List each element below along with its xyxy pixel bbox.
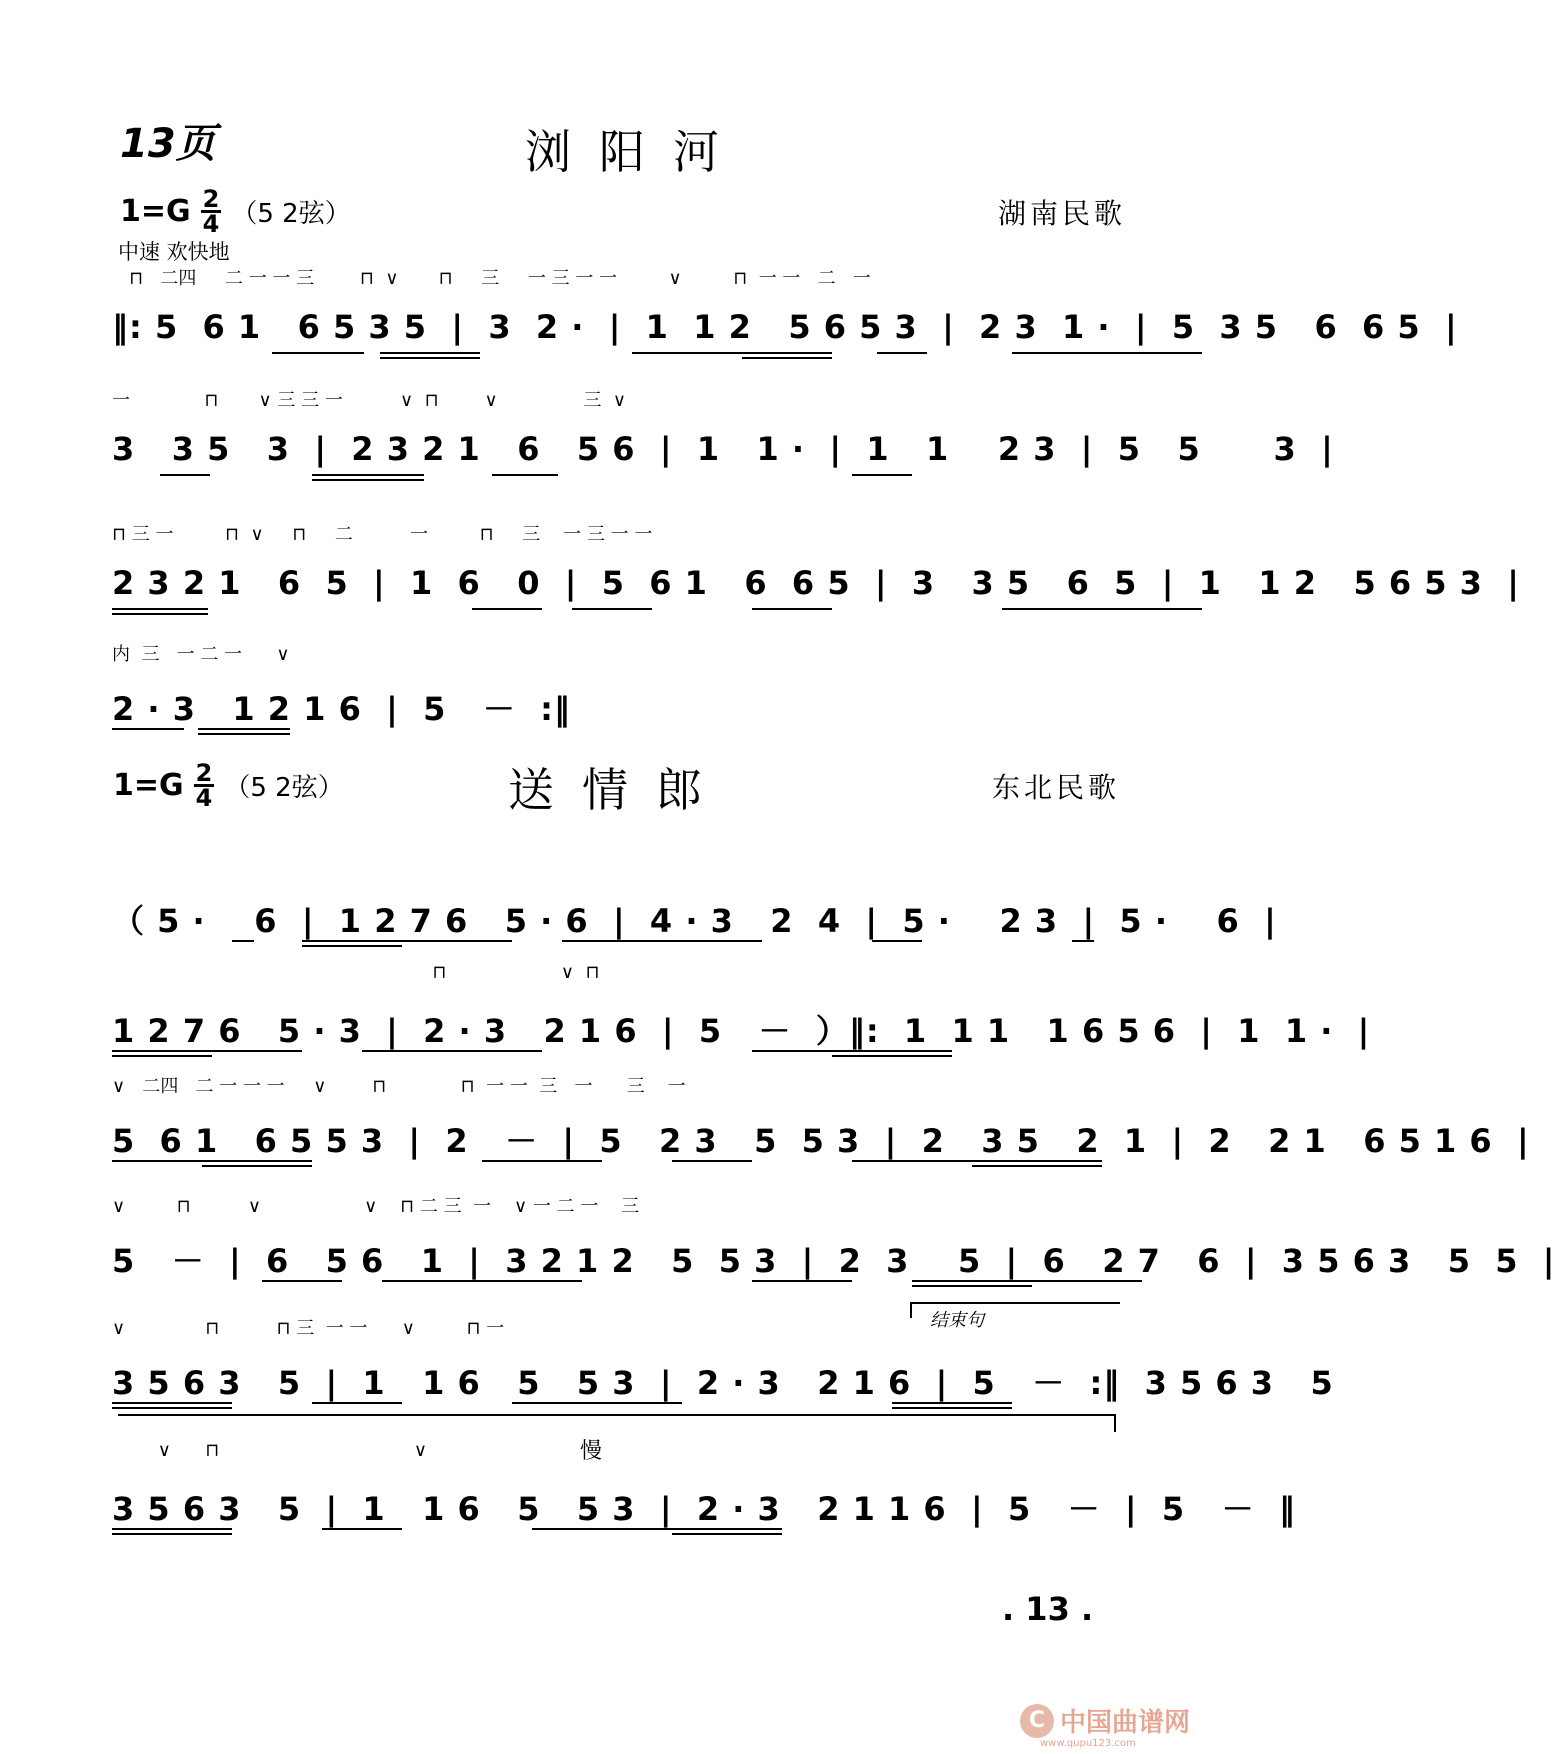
page-number: . 13 . [1002,1590,1094,1628]
underline [112,1402,232,1404]
time-top: 2 [202,185,220,213]
underline [160,474,210,476]
underline [852,1160,1102,1162]
underline [380,352,480,354]
staff-line [112,644,1240,766]
underline [112,728,184,730]
underline [112,608,208,610]
underline [482,1160,602,1162]
bowing-marks: 一 ⊓ ∨ 三 三 一 ∨ ⊓ ∨ 三 ∨ [112,390,627,411]
key-signature-1 [120,185,351,238]
bowing-marks: ⊓ 二四 二 一 一 三 ⊓ ∨ ⊓ 三 一 三 一 一 ∨ ⊓ 一 一 二 一 [112,268,871,289]
notation-line: 2 · 3 1 2 1 6 | 5 － :‖ [112,690,571,728]
underline [852,474,912,476]
underline [112,1407,232,1409]
underline [198,733,290,735]
underline [752,1280,852,1282]
underline [1002,608,1202,610]
time-bottom: 4 [195,784,213,812]
staff-line [112,524,1520,646]
underline [912,1285,1032,1287]
notation-line: 3 3 5 3 | 2 3 2 1 6 5 6 | 1 1 · | 1 1 2 3 | 5 5 3 | [112,430,1334,468]
bowing-marks: ∨ ⊓ ⊓ 三 一 一 ∨ ⊓ 一 [112,1318,505,1339]
ending-phrase-end [1114,1414,1116,1432]
underline [1012,352,1202,354]
notation-line: （ 5 · 6 | 1 2 7 6 5 · 6 | 4 · 3 2 4 | 5 · 2 3 | 5 · 6 | [112,902,1277,940]
underline [562,940,762,942]
tempo-slow-mark: 慢 [580,1439,603,1464]
underline [112,1055,212,1057]
bowing-marks: ∨ ⊓ ∨ [112,1440,428,1461]
song-origin-2: 东北民歌 [992,771,1121,804]
underline [312,1402,402,1404]
site-watermark [1020,1702,1190,1739]
time-signature [201,185,222,238]
underline [632,352,832,354]
underline [232,940,254,942]
underline [877,352,927,354]
underline [312,479,424,481]
underline [572,608,652,610]
underline [532,1528,782,1530]
underline [892,1402,1012,1404]
song-title-2: 送情郎 [508,763,730,817]
bowing-marks: 内 三 一 二 一 ∨ [112,644,290,665]
underline [112,1160,312,1162]
underline [272,352,364,354]
key-label: 1=G [113,768,184,803]
staff-line [112,268,1458,390]
underline [380,357,480,359]
ending-phrase-label: 结束句 [930,1310,984,1331]
site-logo-icon: C [1020,1704,1054,1738]
staff-line [112,390,1334,512]
notation-line: 3 5 6 3 5 | 1 1 6 5 5 3 | 2 · 3 2 1 1 6 | 5 － | 5 － ‖ [112,1490,1296,1528]
ending-phrase-line [118,1414,1116,1416]
staff-line [112,1076,1530,1198]
underline [672,1533,782,1535]
underline [302,940,512,942]
underline [362,1050,542,1052]
bowing-marks: ∨ ⊓ ∨ ∨ ⊓ 二 三 一 ∨ 一 二 一 三 [112,1196,640,1217]
underline [198,728,290,730]
underline [382,1280,582,1282]
underline [972,1165,1102,1167]
tempo-marking: 中速 欢快地 [118,240,230,264]
underline [112,613,208,615]
bowing-marks: ⊓ ∨ ⊓ [112,962,600,983]
underline [112,1533,232,1535]
underline [912,1280,1142,1282]
underline [492,474,558,476]
underline [112,1528,232,1530]
key-label: 1=G [120,194,191,229]
underline [202,1165,312,1167]
underline [672,1160,752,1162]
underline [892,1407,1012,1409]
time-bottom: 4 [202,210,220,238]
site-name: 中国曲谱网 [1060,1708,1191,1738]
underline [312,474,424,476]
song-origin-1: 湖南民歌 [998,197,1127,230]
underline [1072,940,1094,942]
time-top: 2 [195,759,213,787]
bowing-marks: ⊓ 三 一 ⊓ ∨ ⊓ 二 一 ⊓ 三 一 三 一 一 [112,524,653,545]
site-url: www.qupu123.com [1040,1738,1136,1749]
page-label: 13页 [120,121,216,167]
underline [872,940,922,942]
bowing-marks: ∨ 二四 二 一 一 一 ∨ ⊓ ⊓ 一 一 三 一 三 一 [112,1076,686,1097]
underline [322,1528,402,1530]
notation-line: 5 6 1 6 5 5 3 | 2 － | 5 2 3 5 5 3 | 2 3 5 2 1 | 2 2 1 6 5 1 6 | [112,1122,1530,1160]
notation-line: ‖: 5 6 1 6 5 3 5 | 3 2 · | 1 1 2 5 6 5 3 | 2 3 1 · | 5 3 5 6 6 5 | [112,308,1458,346]
underline [752,1050,952,1052]
underline [112,1050,302,1052]
key-signature-2 [113,759,344,812]
underline [832,1055,952,1057]
time-signature [194,759,215,812]
underline [742,357,832,359]
underline [302,945,402,947]
underline [262,1280,342,1282]
notation-line: 3 5 6 3 5 | 1 1 6 5 5 3 | 2 · 3 2 1 6 | 5 － :‖ 3 5 6 3 5 [112,1364,1334,1402]
song-title-1: 浏阳河 [525,125,747,179]
notation-line: 5 － | 6 5 6 1 | 3 2 1 2 5 5 3 | 2 3 5 | 6 2 7 6 | 3 5 6 3 5 5 | [112,1242,1555,1280]
notation-line: 2 3 2 1 6 5 | 1 6 0 | 5 6 1 6 6 5 | 3 3 5 6 5 | 1 1 2 5 6 5 3 | [112,564,1520,602]
underline [472,608,542,610]
underline [752,608,832,610]
tuning: （5 2弦） [224,773,344,803]
staff-line [112,1440,1296,1566]
notation-line: 1 2 7 6 5 · 3 | 2 · 3 2 1 6 | 5 － ）‖: 1 1 1 1 6 5 6 | 1 1 · | [112,1012,1371,1050]
underline [512,1402,682,1404]
tuning: （5 2弦） [231,199,351,229]
